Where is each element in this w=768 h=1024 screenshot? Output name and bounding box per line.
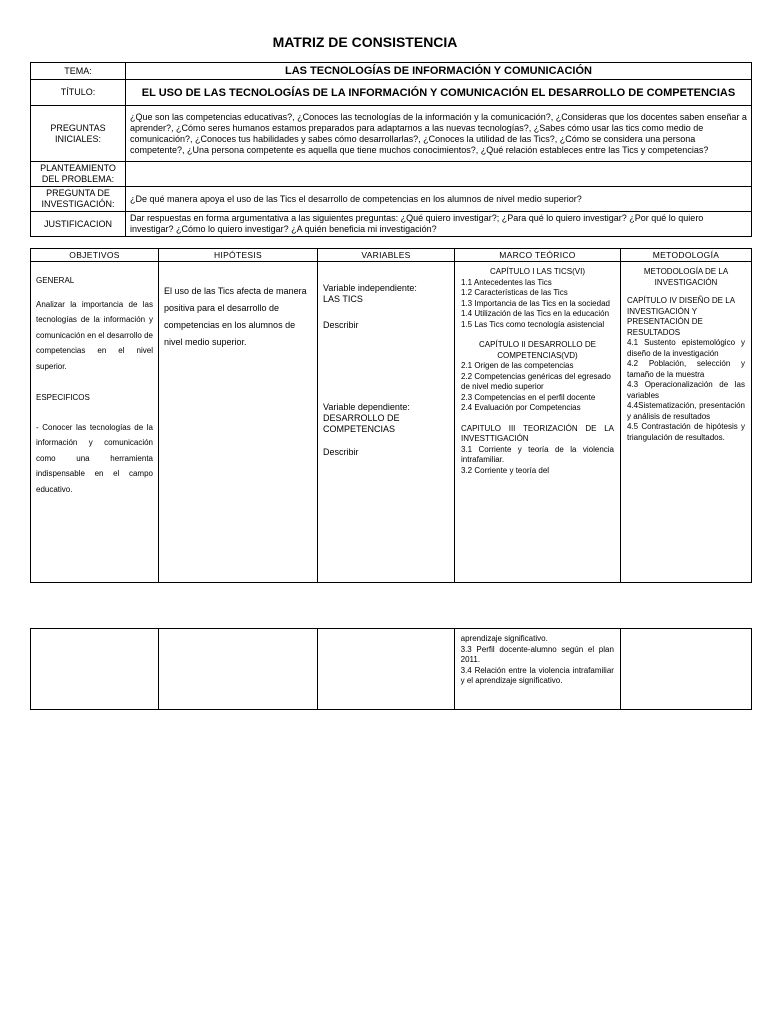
marco-teorico-cell-continued <box>454 629 620 710</box>
marco-teorico-cell <box>455 262 621 583</box>
justificacion-label: JUSTIFICACION <box>31 212 126 237</box>
titulo-label: TÍTULO: <box>31 80 126 106</box>
page-title: MATRIZ DE CONSISTENCIA <box>272 34 458 50</box>
cap3-item: 3.2 Corriente y teoría del <box>461 465 550 475</box>
capitulo-1-title: CAPÍTULO I LAS TICS(VI) <box>490 267 585 276</box>
hipotesis-cell <box>159 262 318 583</box>
cap1-item: 1.5 Las Tics como tecnología asistencial <box>461 319 605 329</box>
variable-independiente-label: Variable independiente: <box>323 283 417 293</box>
col-header-variables: VARIABLES <box>318 249 455 262</box>
cap1-item: 1.3 Importancia de las Tics en la sociedad <box>461 298 610 308</box>
variable-independiente-describir: Describir <box>323 320 359 330</box>
hipotesis-cell-continued <box>159 629 318 710</box>
metodologia-item: 4.2 Población, selección y tamaño de la muestra <box>627 359 745 379</box>
cap2-item: 2.4 Evaluación por Competencias <box>461 403 581 412</box>
matrix-table <box>30 248 752 583</box>
col-header-marco-teorico: MARCO TEÓRICO <box>455 249 621 262</box>
variables-cell <box>318 262 455 583</box>
variables-cell-continued <box>317 629 454 710</box>
header-table <box>30 62 752 237</box>
capitulo-2-title: CAPÍTULO II DESARROLLO DE COMPETENCIAS(VD) <box>479 340 596 360</box>
objetivo-especifico-text: - Conocer las tecnologías de la información y comunicación como una herramienta indispensable en el campo educativo. <box>36 422 153 494</box>
variable-independiente-value: LAS TICS <box>323 294 363 304</box>
metodologia-item: 4.1 Sustento epistemológico y diseño de la investigación <box>627 338 745 358</box>
justificacion-value: Dar respuestas en forma argumentativa a las siguientes preguntas: ¿Qué quiero investigar?; ¿Para qué lo quiero investigar? ¿Por qué lo quiero investigar? ¿Cómo lo quiero investigar? ¿A quién beneficia mi investigación? <box>126 212 752 237</box>
cap1-item: 1.4 Utilización de las Tics en la educación <box>461 309 610 318</box>
cap1-item: 1.2 Características de las Tics <box>461 288 568 297</box>
metodologia-cell-continued <box>620 629 751 710</box>
objetivos-especificos-label: ESPECIFICOS <box>36 393 90 402</box>
metodologia-item: 4.5 Contrastación de hipótesis y triangulación de resultados. <box>627 422 745 442</box>
objetivo-general-label: GENERAL <box>36 276 75 285</box>
cap2-item: 2.2 Competencias genéricas del egresado de nivel medio superior <box>461 371 611 391</box>
planteamiento-value <box>126 162 752 187</box>
cap3-item: 3.4 Relación entre la violencia intrafamiliar y el aprendizaje significativo. <box>460 665 614 685</box>
pregunta-investigacion-label: PREGUNTA DE INVESTIGACIÓN: <box>31 187 126 212</box>
variable-dependiente-describir: Describir <box>323 447 359 457</box>
preguntas-value: ¿Que son las competencias educativas?, ¿Conoces las tecnologías de la información y la comunicación?, ¿Consideras que los docentes saben enseñar a aprender?, ¿Cómo seres humanos estamos preparados para adaptarnos a las nuevas tecnologías?, ¿Sabes cómo usar las tics como medio de comunicación?, ¿Conoces tus habilidades y sabes cómo desarrollarlas?, ¿Conoces la utilidad de las Tics?, ¿Cómo se considera una persona competente?, ¿Una persona competente es aquella que tiene muchos conocimientos?, ¿Qué relación estableces entre las Tics y competencias? <box>126 106 752 162</box>
cap2-item: 2.1 Origen de las competencias <box>461 361 574 370</box>
cap3-item: 3.3 Perfil docente-alumno según el plan 2011. <box>460 644 614 664</box>
capitulo-4-title: CAPÍTULO IV DISEÑO DE LA INVESTIGACIÓN Y PRESENTACIÓN DE RESULTADOS <box>627 296 735 337</box>
cap3-item: 3.1 Corriente y teoría de la violencia intrafamiliar. <box>461 444 614 464</box>
metodologia-title: METODOLOGÍA DE LA INVESTIGACIÓN <box>643 267 729 287</box>
objetivo-general-text: Analizar la importancia de las tecnologías de la información y comunicación en el desarrollo de competencias en el nivel superior. <box>36 299 153 371</box>
pregunta-investigacion-value: ¿De qué manera apoya el uso de las Tics el desarrollo de competencias en los alumnos de nivel medio superior? <box>126 187 752 212</box>
col-header-metodologia: METODOLOGÍA <box>621 249 752 262</box>
col-header-hipotesis: HIPÓTESIS <box>159 249 318 262</box>
tema-value: LAS TECNOLOGÍAS DE INFORMACIÓN Y COMUNICACIÓN <box>126 63 752 80</box>
tema-label: TEMA: <box>31 63 126 80</box>
planteamiento-label: PLANTEAMIENTO DEL PROBLEMA: <box>31 162 126 187</box>
capitulo-3-title: CAPITULO III TEORIZACIÓN DE LA INVESTTIGACIÓN <box>461 423 614 443</box>
metodologia-item: 4.3 Operacionalización de las variables <box>627 380 745 400</box>
cap1-item: 1.1 Antecedentes las Tics <box>461 277 552 287</box>
hipotesis-text: El uso de las Tics afecta de manera positiva para el desarrollo de competencias en los alumnos de nivel medio superior. <box>164 286 307 347</box>
preguntas-label: PREGUNTAS INICIALES: <box>31 106 126 162</box>
matrix-table-continued <box>30 628 752 710</box>
col-header-objetivos: OBJETIVOS <box>31 249 159 262</box>
titulo-value: EL USO DE LAS TECNOLOGÍAS DE LA INFORMACIÓN Y COMUNICACIÓN EL DESARROLLO DE COMPETENCIAS <box>126 80 752 106</box>
cap3-item: aprendizaje significativo. <box>460 634 548 643</box>
metodologia-cell <box>621 262 752 583</box>
metodologia-item: 4.4Sistematización, presentación y análisis de resultados <box>627 401 745 421</box>
objetivos-cell <box>31 262 159 583</box>
objetivos-cell-continued <box>31 629 159 710</box>
variable-dependiente-label: Variable dependiente: <box>323 402 410 412</box>
variable-dependiente-value: DESARROLLO DE COMPETENCIAS <box>323 413 400 434</box>
cap2-item: 2.3 Competencias en el perfil docente <box>461 392 596 402</box>
